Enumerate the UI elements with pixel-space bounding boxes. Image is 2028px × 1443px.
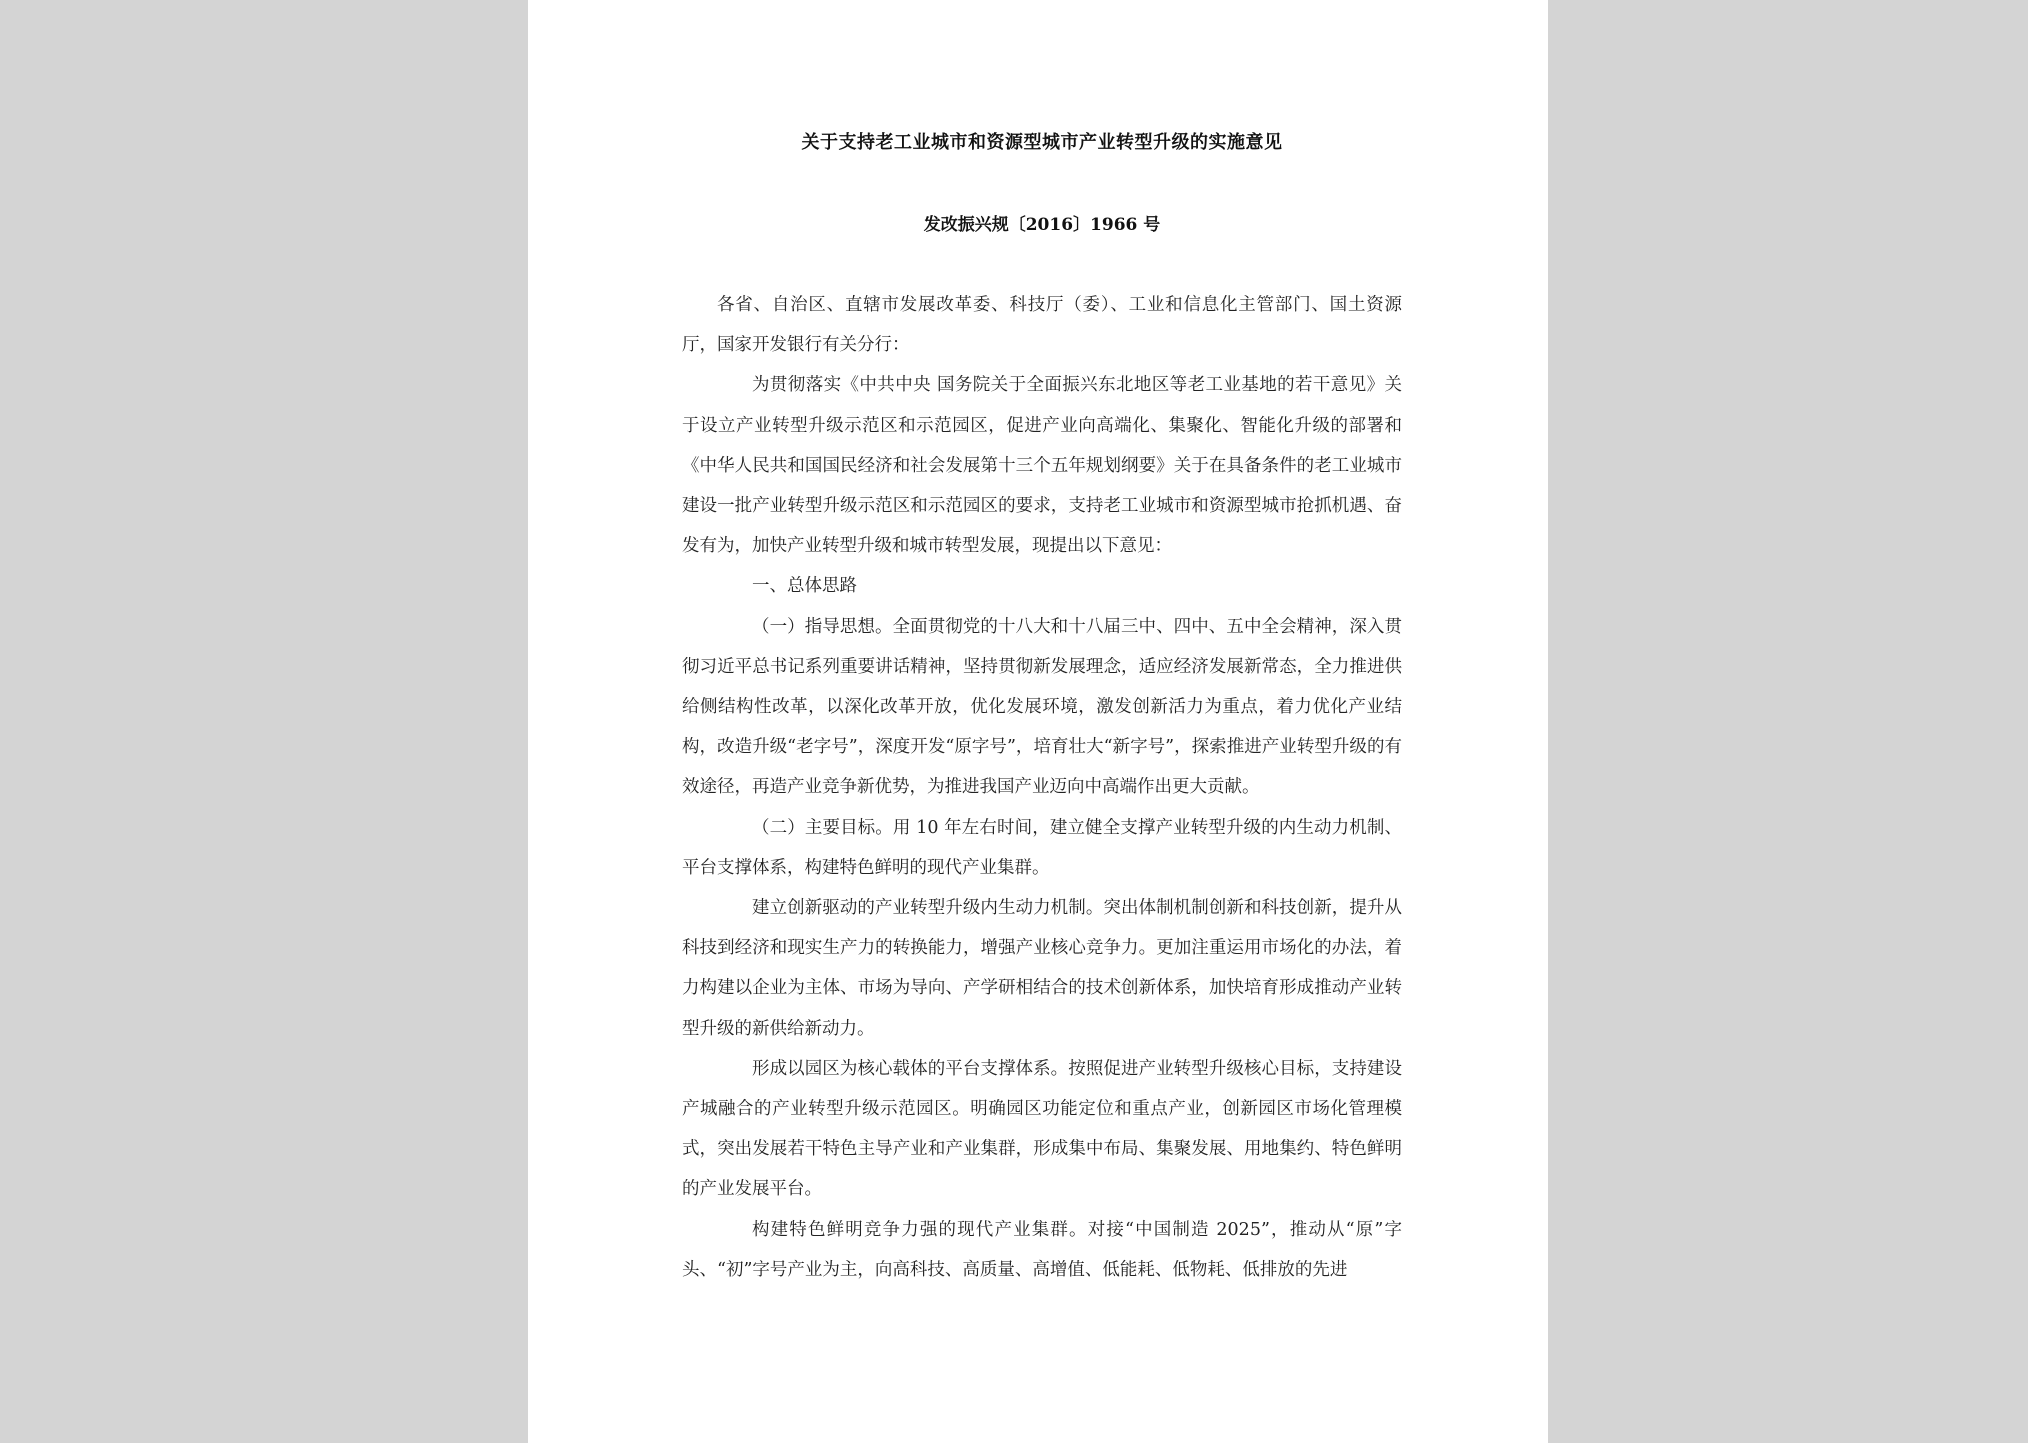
section-heading-overall-approach: 一、总体思路	[752, 576, 857, 597]
document-body	[682, 285, 1402, 1290]
paragraph-salutation: 各省、自治区、直辖市发展改革委、科技厅（委）、工业和信息化主管部门、国土资源厅，国家开发银行有关分行：	[682, 295, 1402, 356]
document-page	[528, 0, 1548, 1443]
paragraph-industry-cluster: 构建特色鲜明竞争力强的现代产业集群。对接“中国制造 2025”，推动从“原”字头、“初”字号产业为主，向高科技、高质量、高增值、低能耗、低物耗、低排放的先进	[682, 1219, 1402, 1280]
paragraph-park-platform: 形成以园区为核心载体的平台支撑体系。按照促进产业转型升级核心目标，支持建设产城融合的产业转型升级示范园区。明确园区功能定位和重点产业，创新园区市场化管理模式，突出发展若干特色主导产业和产业集群，形成集中布局、集聚发展、用地集约、特色鲜明的产业发展平台。	[682, 1058, 1402, 1200]
document-number: 发改振兴规〔2016〕1966 号	[923, 215, 1161, 235]
document-title: 关于支持老工业城市和资源型城市产业转型升级的实施意见	[801, 132, 1283, 153]
paragraph-innovation-mechanism: 建立创新驱动的产业转型升级内生动力机制。突出体制机制创新和科技创新，提升从科技到经济和现实生产力的转换能力，增强产业核心竞争力。更加注重运用市场化的办法，着力构建以企业为主体、市场为导向、产学研相结合的技术创新体系，加快培育形成推动产业转型升级的新供给新动力。	[682, 898, 1402, 1039]
paragraph-guiding-ideology: （一）指导思想。全面贯彻党的十八大和十八届三中、四中、五中全会精神，深入贯彻习近平总书记系列重要讲话精神，坚持贯彻新发展理念，适应经济发展新常态，全力推进供给侧结构性改革，以深化改革开放，优化发展环境，激发创新活力为重点，着力优化产业结构，改造升级“老字号”，深度开发“原字号”，培育壮大“新字号”，探索推进产业转型升级的有效途径，再造产业竞争新优势，为推进我国产业迈向中高端作出更大贡献。	[682, 616, 1402, 798]
paragraph-intro: 为贯彻落实《中共中央 国务院关于全面振兴东北地区等老工业基地的若干意见》关于设立产业转型升级示范区和示范园区，促进产业向高端化、集聚化、智能化升级的部署和《中华人民共和国国民经济和社会发展第十三个五年规划纲要》关于在具备条件的老工业城市建设一批产业转型升级示范区和示范园区的要求，支持老工业城市和资源型城市抢抓机遇、奋发有为，加快产业转型升级和城市转型发展，现提出以下意见：	[682, 375, 1402, 557]
paragraph-main-goals: （二）主要目标。用 10 年左右时间，建立健全支撑产业转型升级的内生动力机制、平台支撑体系，构建特色鲜明的现代产业集群。	[682, 817, 1402, 878]
